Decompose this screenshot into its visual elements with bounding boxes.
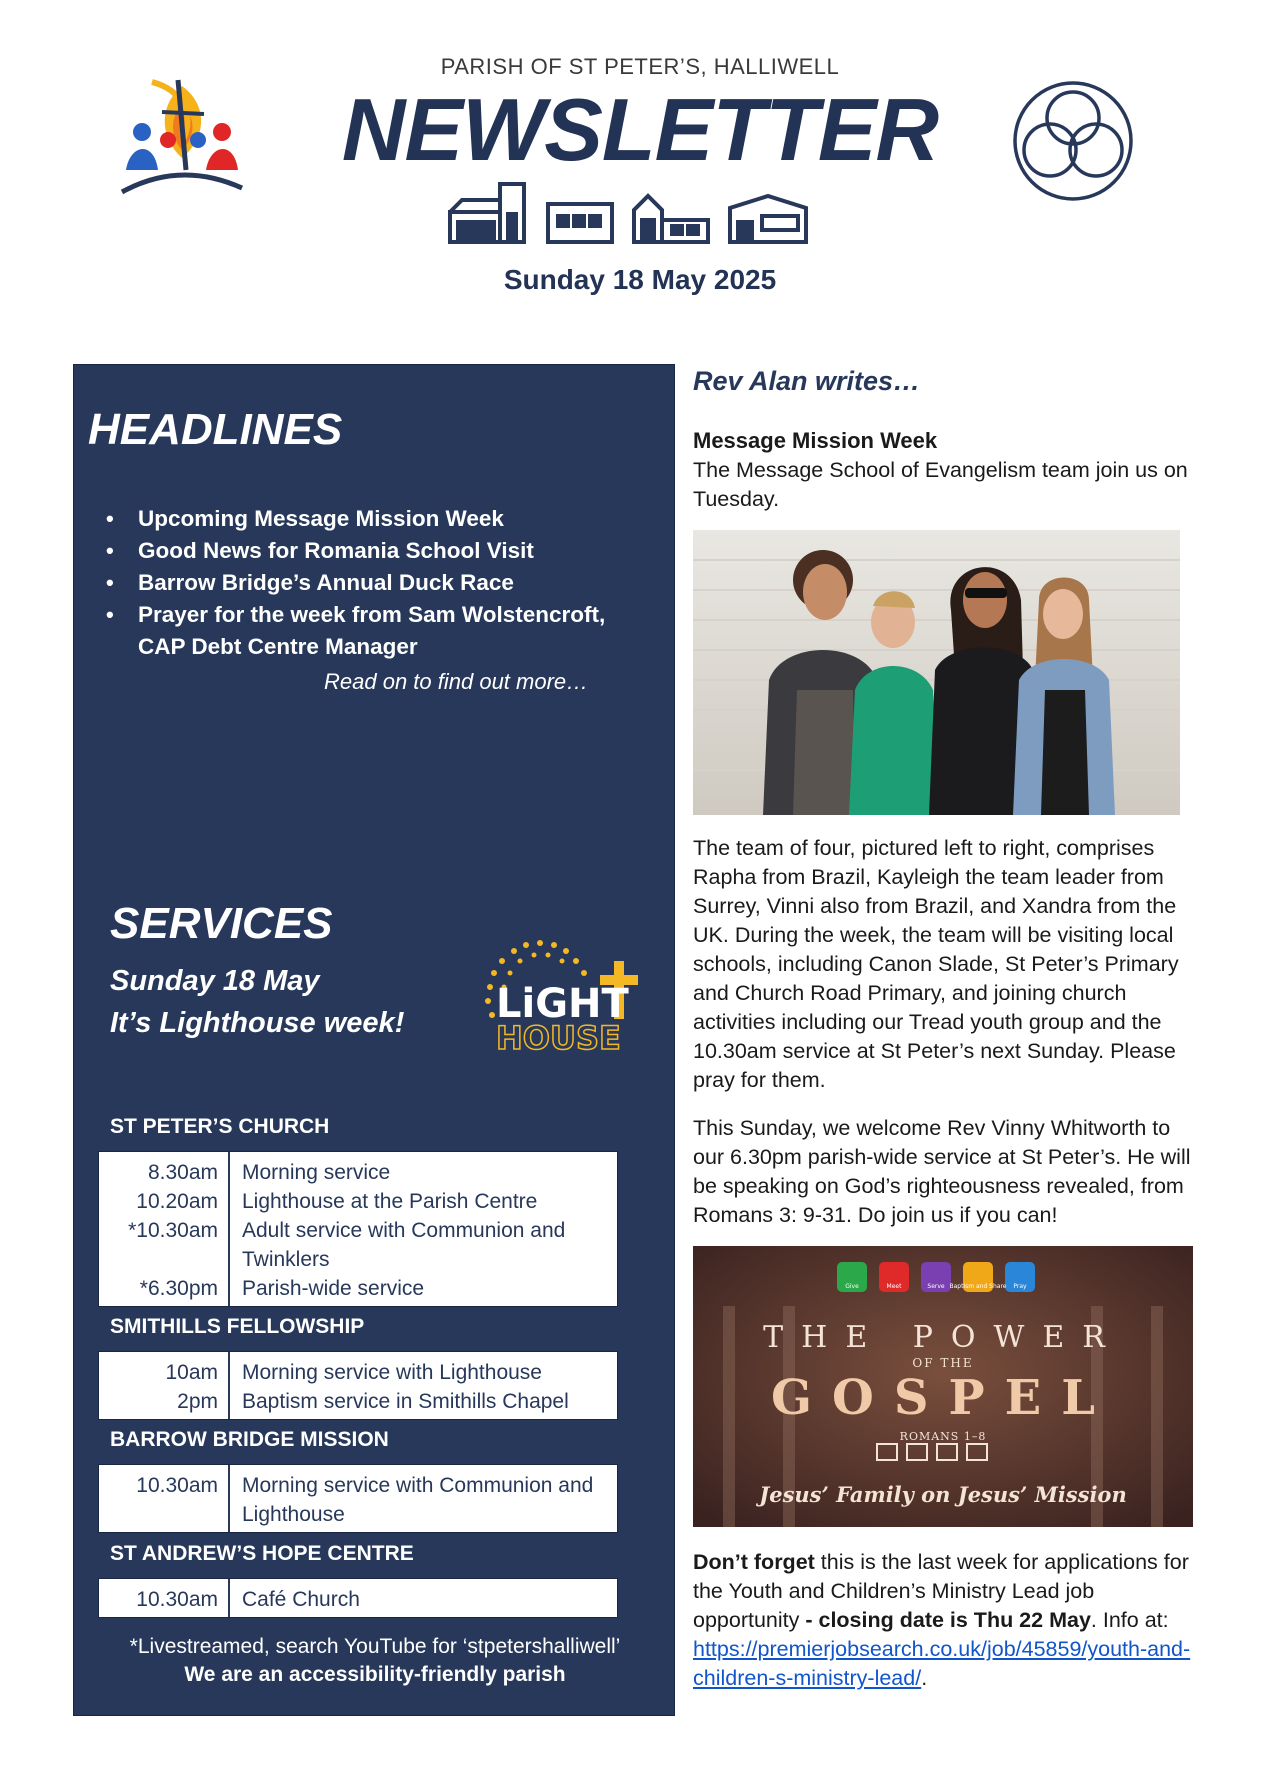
headlines-list [104,503,654,663]
service-description: Baptism service in Smithills Chapel [242,1390,569,1413]
baptism-icon: Baptism and Share [949,1283,1007,1290]
lighthouse-logo [474,939,650,1055]
service-time: *10.30am [99,1216,230,1274]
article-heading: Message Mission Week [693,428,938,453]
service-description: Morning service with Lighthouse [242,1361,542,1384]
issue-date: Sunday 18 May 2025 [503,264,777,295]
parish-name: PARISH OF ST PETER’S, HALLIWELL [440,54,840,79]
service-table [98,1351,618,1420]
reminder-bold-2: - closing date is Thu 22 May [805,1608,1091,1632]
service-description: Café Church [242,1588,360,1611]
pray-icon: Pray [1013,1283,1027,1290]
church-buildings-icon [448,180,818,246]
service-row [99,1216,617,1274]
service-description: Morning service [242,1161,391,1184]
service-description: Lighthouse at the Parish Centre [242,1190,538,1213]
headline-item: • Good News for Romania School Visit [104,535,654,567]
banner-line-5: Jesus’ Family on Jesus’ Mission [759,1482,1127,1507]
service-time: 10.30am [99,1579,230,1617]
service-time: 10.30am [99,1465,230,1532]
headline-item: • Barrow Bridge’s Annual Duck Race [104,567,654,599]
service-description: Morning service with Communion and Lighthouse [242,1474,594,1526]
headline-item: • Upcoming Message Mission Week [104,503,654,535]
service-description: Parish-wide service [242,1277,425,1300]
banner-line-4: ROMANS 1–8 [899,1430,987,1443]
meet-icon: Meet [886,1283,902,1290]
team-photo [693,530,1180,815]
headline-item: • Prayer for the week from Sam Wolstencroft, CAP Debt Centre Manager [104,599,654,663]
serve-icon: Serve [927,1283,945,1290]
banner-line-2: OF THE [912,1356,974,1370]
venue-heading: SMITHILLS FELLOWSHIP [110,1315,365,1338]
service-description: Adult service with Communion and Twinklers [242,1219,566,1271]
service-row [99,1352,617,1387]
services-date: Sunday 18 May [110,965,320,997]
reminder-text-1: this is the last week for applications for the Youth and Children’s Ministry Lead job opportunity [693,1550,1189,1632]
livestream-note: *Livestreamed, search YouTube for ‘stpetershalliwell’ [129,1635,621,1658]
service-time: *6.30pm [99,1274,230,1306]
service-time: 8.30am [99,1152,230,1187]
service-row [99,1387,617,1419]
accessibility-note: We are an accessibility-friendly parish [184,1663,566,1686]
reminder-text-2: . Info at: [1090,1608,1169,1632]
service-row [99,1187,617,1216]
service-row [99,1465,617,1532]
service-row [99,1579,617,1617]
venue-heading: ST ANDREW’S HOPE CENTRE [110,1542,414,1565]
article-intro: The Message School of Evangelism team join us on Tuesday. [693,458,1188,511]
sunday-paragraph: This Sunday, we welcome Rev Vinny Whitworth to our 6.30pm parish-wide service at St Peter’s. He will be speaking on God’s righteousness revealed, from Romans 3: 9-31. Do join us if you can! [693,1116,1191,1227]
power-of-the-gospel-banner [693,1246,1193,1527]
service-table [98,1151,618,1307]
team-paragraph: The team of four, pictured left to right, comprises Rapha from Brazil, Kayleigh the team leader from Surrey, Vinni also from Brazil, and Xandra from the UK. During the week, the team will be visiting local schools, including Canon Slade, St Peter’s Primary and Church Road Primary, and joining church activities including our Tread youth group and the 10.30am service at St Peter’s next Sunday. Please pray for them. [693,836,1179,1092]
celtic-knot-logo [1008,76,1138,206]
service-row [99,1152,617,1187]
headlines-services-panel [73,364,675,1716]
service-row [99,1274,617,1306]
reminder-text-3: . [921,1666,928,1690]
service-table [98,1578,618,1618]
give-icon: Give [845,1283,859,1290]
headlines-title: HEADLINES [88,405,343,454]
service-time: 2pm [99,1387,230,1419]
services-title: SERVICES [110,899,333,948]
job-link[interactable]: https://premierjobsearch.co.uk/job/45859/youth-and-children-s-ministry-lead/ [693,1637,1191,1690]
services-theme: It’s Lighthouse week! [110,1007,405,1039]
reminder-bold-1: Don’t forget [693,1550,815,1574]
banner-line-3: GOSPEL [771,1370,1115,1426]
venue-heading: BARROW BRIDGE MISSION [110,1428,389,1451]
job-reminder [693,1548,1203,1693]
venue-heading: ST PETER’S CHURCH [110,1115,330,1138]
banner-line-1: THE POWER [763,1320,1123,1355]
newsletter-title: NEWSLETTER [341,80,939,179]
parish-logo [112,74,252,204]
service-time: 10.20am [99,1187,230,1216]
lighthouse-logo-bottom: HOUSE [496,1019,621,1055]
service-time: 10am [99,1352,230,1387]
rev-alan-title: Rev Alan writes… [693,366,921,396]
read-on-text: Read on to find out more… [324,669,589,694]
service-table [98,1464,618,1533]
lighthouse-logo-top: LiGHT [496,981,629,1027]
